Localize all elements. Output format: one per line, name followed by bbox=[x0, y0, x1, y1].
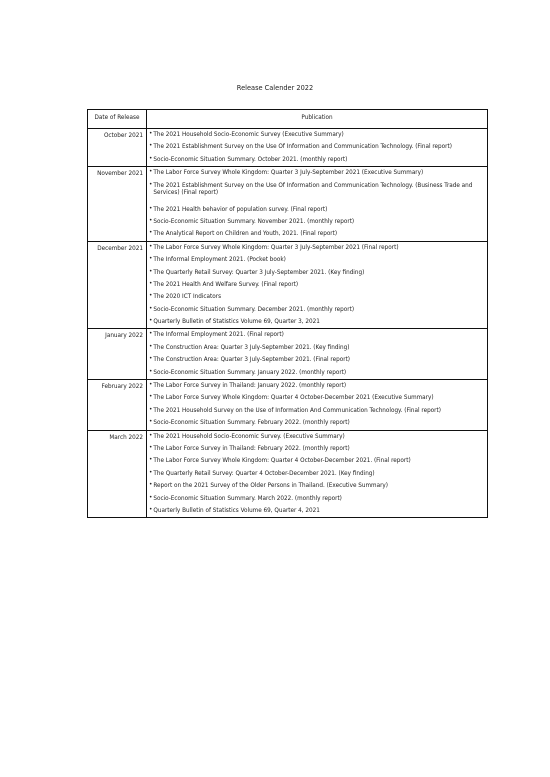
publication-title: Quarterly Bulletin of Statistics Volume 69, Quarter 3, 2021 bbox=[153, 319, 320, 326]
release-date: December 2021 bbox=[88, 241, 147, 329]
bullet-icon: • bbox=[149, 280, 153, 287]
list-item bbox=[147, 367, 487, 379]
release-date: October 2021 bbox=[88, 129, 147, 167]
bullet-icon: • bbox=[149, 494, 153, 501]
publication-title: The 2021 Health behavior of population survey. (Final report) bbox=[153, 206, 328, 213]
publication-column-header: Publication bbox=[147, 110, 488, 129]
list-item bbox=[147, 304, 487, 316]
publication-title: The Labor Force Survey Whole Kingdom: Quarter 4 October-December 2021 (Executive Summary) bbox=[153, 395, 434, 402]
bullet-icon: • bbox=[149, 444, 153, 451]
list-item bbox=[147, 141, 487, 153]
table-header-row bbox=[88, 110, 488, 129]
list-item bbox=[147, 443, 487, 455]
bullet-icon: • bbox=[149, 469, 153, 476]
list-item bbox=[147, 242, 487, 254]
publication-list bbox=[147, 129, 488, 167]
release-calendar-table bbox=[87, 109, 488, 518]
release-date: January 2022 bbox=[88, 329, 147, 380]
bullet-icon: • bbox=[149, 230, 153, 237]
bullet-icon: • bbox=[149, 356, 153, 363]
publication-list bbox=[147, 329, 488, 380]
bullet-icon: • bbox=[149, 457, 153, 464]
publication-title: The Labor Force Survey in Thailand: February 2022. (monthly report) bbox=[153, 445, 350, 452]
bullet-icon: • bbox=[149, 217, 153, 224]
page-title: Release Calender 2022 bbox=[236, 84, 314, 92]
release-date: February 2022 bbox=[88, 380, 147, 431]
bullet-icon: • bbox=[149, 432, 153, 439]
list-item bbox=[147, 167, 487, 179]
publication-title: The Quarterly Retail Survey: Quarter 4 October-December 2021. (Key finding) bbox=[153, 470, 375, 477]
publication-title: Quarterly Bulletin of Statistics Volume 69, Quarter 4, 2021 bbox=[153, 507, 320, 514]
table-row bbox=[88, 380, 488, 431]
bullet-icon: • bbox=[149, 368, 153, 375]
list-item bbox=[147, 380, 487, 392]
publication-list bbox=[147, 380, 488, 431]
bullet-icon: • bbox=[149, 318, 153, 325]
publication-title: Socio-Economic Situation Summary. October 2021. (monthly report) bbox=[153, 156, 348, 163]
publication-title: Socio-Economic Situation Summary. March 2022. (monthly report) bbox=[153, 495, 342, 502]
publication-list bbox=[147, 167, 488, 242]
list-item bbox=[147, 254, 487, 266]
list-item bbox=[147, 417, 487, 429]
publication-title: The Construction Area: Quarter 3 July-September 2021. (Final report) bbox=[153, 357, 351, 364]
list-item bbox=[147, 180, 487, 204]
list-item bbox=[147, 279, 487, 291]
publication-title: The 2021 Household Socio-Economic Survey (Executive Summary) bbox=[153, 132, 344, 138]
list-item bbox=[147, 455, 487, 467]
publication-title: The 2020 ICT Indicators bbox=[153, 294, 222, 301]
date-column-header: Date of Release bbox=[88, 110, 147, 129]
publication-title: The Analytical Report on Children and Youth, 2021. (Final report) bbox=[153, 231, 338, 238]
table-row bbox=[88, 129, 488, 167]
publication-title: The 2021 Household Survey on the Use of Information And Communication Technology. (Final report) bbox=[153, 407, 441, 414]
bullet-icon: • bbox=[149, 256, 153, 263]
publication-title: Socio-Economic Situation Summary. November 2021. (monthly report) bbox=[153, 218, 355, 225]
publication-title: The Labor Force Survey in Thailand: January 2022. (monthly report) bbox=[153, 383, 347, 390]
list-item bbox=[147, 129, 487, 141]
list-item bbox=[147, 267, 487, 279]
bullet-icon: • bbox=[149, 331, 153, 338]
bullet-icon: • bbox=[149, 506, 153, 513]
publication-title: The Construction Area: Quarter 3 July-September 2021. (Key finding) bbox=[153, 344, 350, 351]
table-row bbox=[88, 329, 488, 380]
list-item bbox=[147, 493, 487, 505]
publication-title: The Labor Force Survey Whole Kingdom: Quarter 3 July-September 2021 (Final report) bbox=[153, 244, 399, 251]
bullet-icon: • bbox=[149, 482, 153, 489]
publication-list bbox=[147, 430, 488, 518]
publication-title: Socio-Economic Situation Summary. February 2022. (monthly report) bbox=[153, 420, 350, 427]
publication-title: The Labor Force Survey Whole Kingdom: Quarter 4 October-December 2021. (Final report) bbox=[153, 458, 411, 465]
release-date: March 2022 bbox=[88, 430, 147, 518]
list-item bbox=[147, 228, 487, 240]
list-item bbox=[147, 405, 487, 417]
bullet-icon: • bbox=[149, 293, 153, 300]
publication-title: Report on the 2021 Survey of the Older Persons in Thailand. (Executive Summary) bbox=[153, 483, 389, 490]
release-date: November 2021 bbox=[88, 167, 147, 242]
publication-list bbox=[147, 241, 488, 329]
list-item bbox=[147, 431, 487, 443]
table-row bbox=[88, 430, 488, 518]
list-item bbox=[147, 468, 487, 480]
list-item bbox=[147, 505, 487, 517]
publication-title: The Quarterly Retail Survey: Quarter 3 July-September 2021. (Key finding) bbox=[153, 269, 365, 276]
bullet-icon: • bbox=[149, 143, 153, 150]
list-item bbox=[147, 480, 487, 492]
bullet-icon: • bbox=[149, 268, 153, 275]
publication-title: The Labor Force Survey Whole Kingdom: Quarter 3 July-September 2021 (Executive Summary) bbox=[153, 170, 424, 177]
list-item bbox=[147, 291, 487, 303]
publication-title: The Informal Employment 2021. (Final report) bbox=[153, 332, 284, 339]
bullet-icon: • bbox=[149, 131, 153, 137]
list-item bbox=[147, 329, 487, 341]
list-item bbox=[147, 154, 487, 166]
list-item bbox=[147, 354, 487, 366]
publication-title: The 2021 Household Socio-Economic Survey. (Executive Summary) bbox=[153, 433, 345, 440]
bullet-icon: • bbox=[149, 406, 153, 413]
bullet-icon: • bbox=[149, 243, 153, 250]
list-item bbox=[147, 316, 487, 328]
bullet-icon: • bbox=[149, 305, 153, 312]
publication-title: Socio-Economic Situation Summary. January 2022. (monthly report) bbox=[153, 369, 347, 376]
publication-title: Socio-Economic Situation Summary. December 2021. (monthly report) bbox=[153, 306, 355, 313]
table-row bbox=[88, 167, 488, 242]
bullet-icon: • bbox=[149, 169, 153, 176]
list-item bbox=[147, 204, 487, 216]
bullet-icon: • bbox=[149, 343, 153, 350]
publication-title: The 2021 Establishment Survey on the Use Of Information and Communication Technology. (Business Trade and Services) (Final report) bbox=[153, 182, 473, 196]
list-item bbox=[147, 342, 487, 354]
bullet-icon: • bbox=[149, 205, 153, 212]
list-item bbox=[147, 392, 487, 404]
publication-title: The Informal Employment 2021. (Pocket book) bbox=[153, 257, 286, 264]
bullet-icon: • bbox=[149, 394, 153, 401]
table-row bbox=[88, 241, 488, 329]
bullet-icon: • bbox=[149, 181, 153, 188]
bullet-icon: • bbox=[149, 382, 153, 389]
bullet-icon: • bbox=[149, 155, 153, 162]
list-item bbox=[147, 216, 487, 228]
publication-title: The 2021 Health And Welfare Survey. (Final report) bbox=[153, 281, 299, 288]
publication-title: The 2021 Establishment Survey on the Use Of Information and Communication Technology. (Final report) bbox=[153, 144, 452, 151]
bullet-icon: • bbox=[149, 419, 153, 426]
